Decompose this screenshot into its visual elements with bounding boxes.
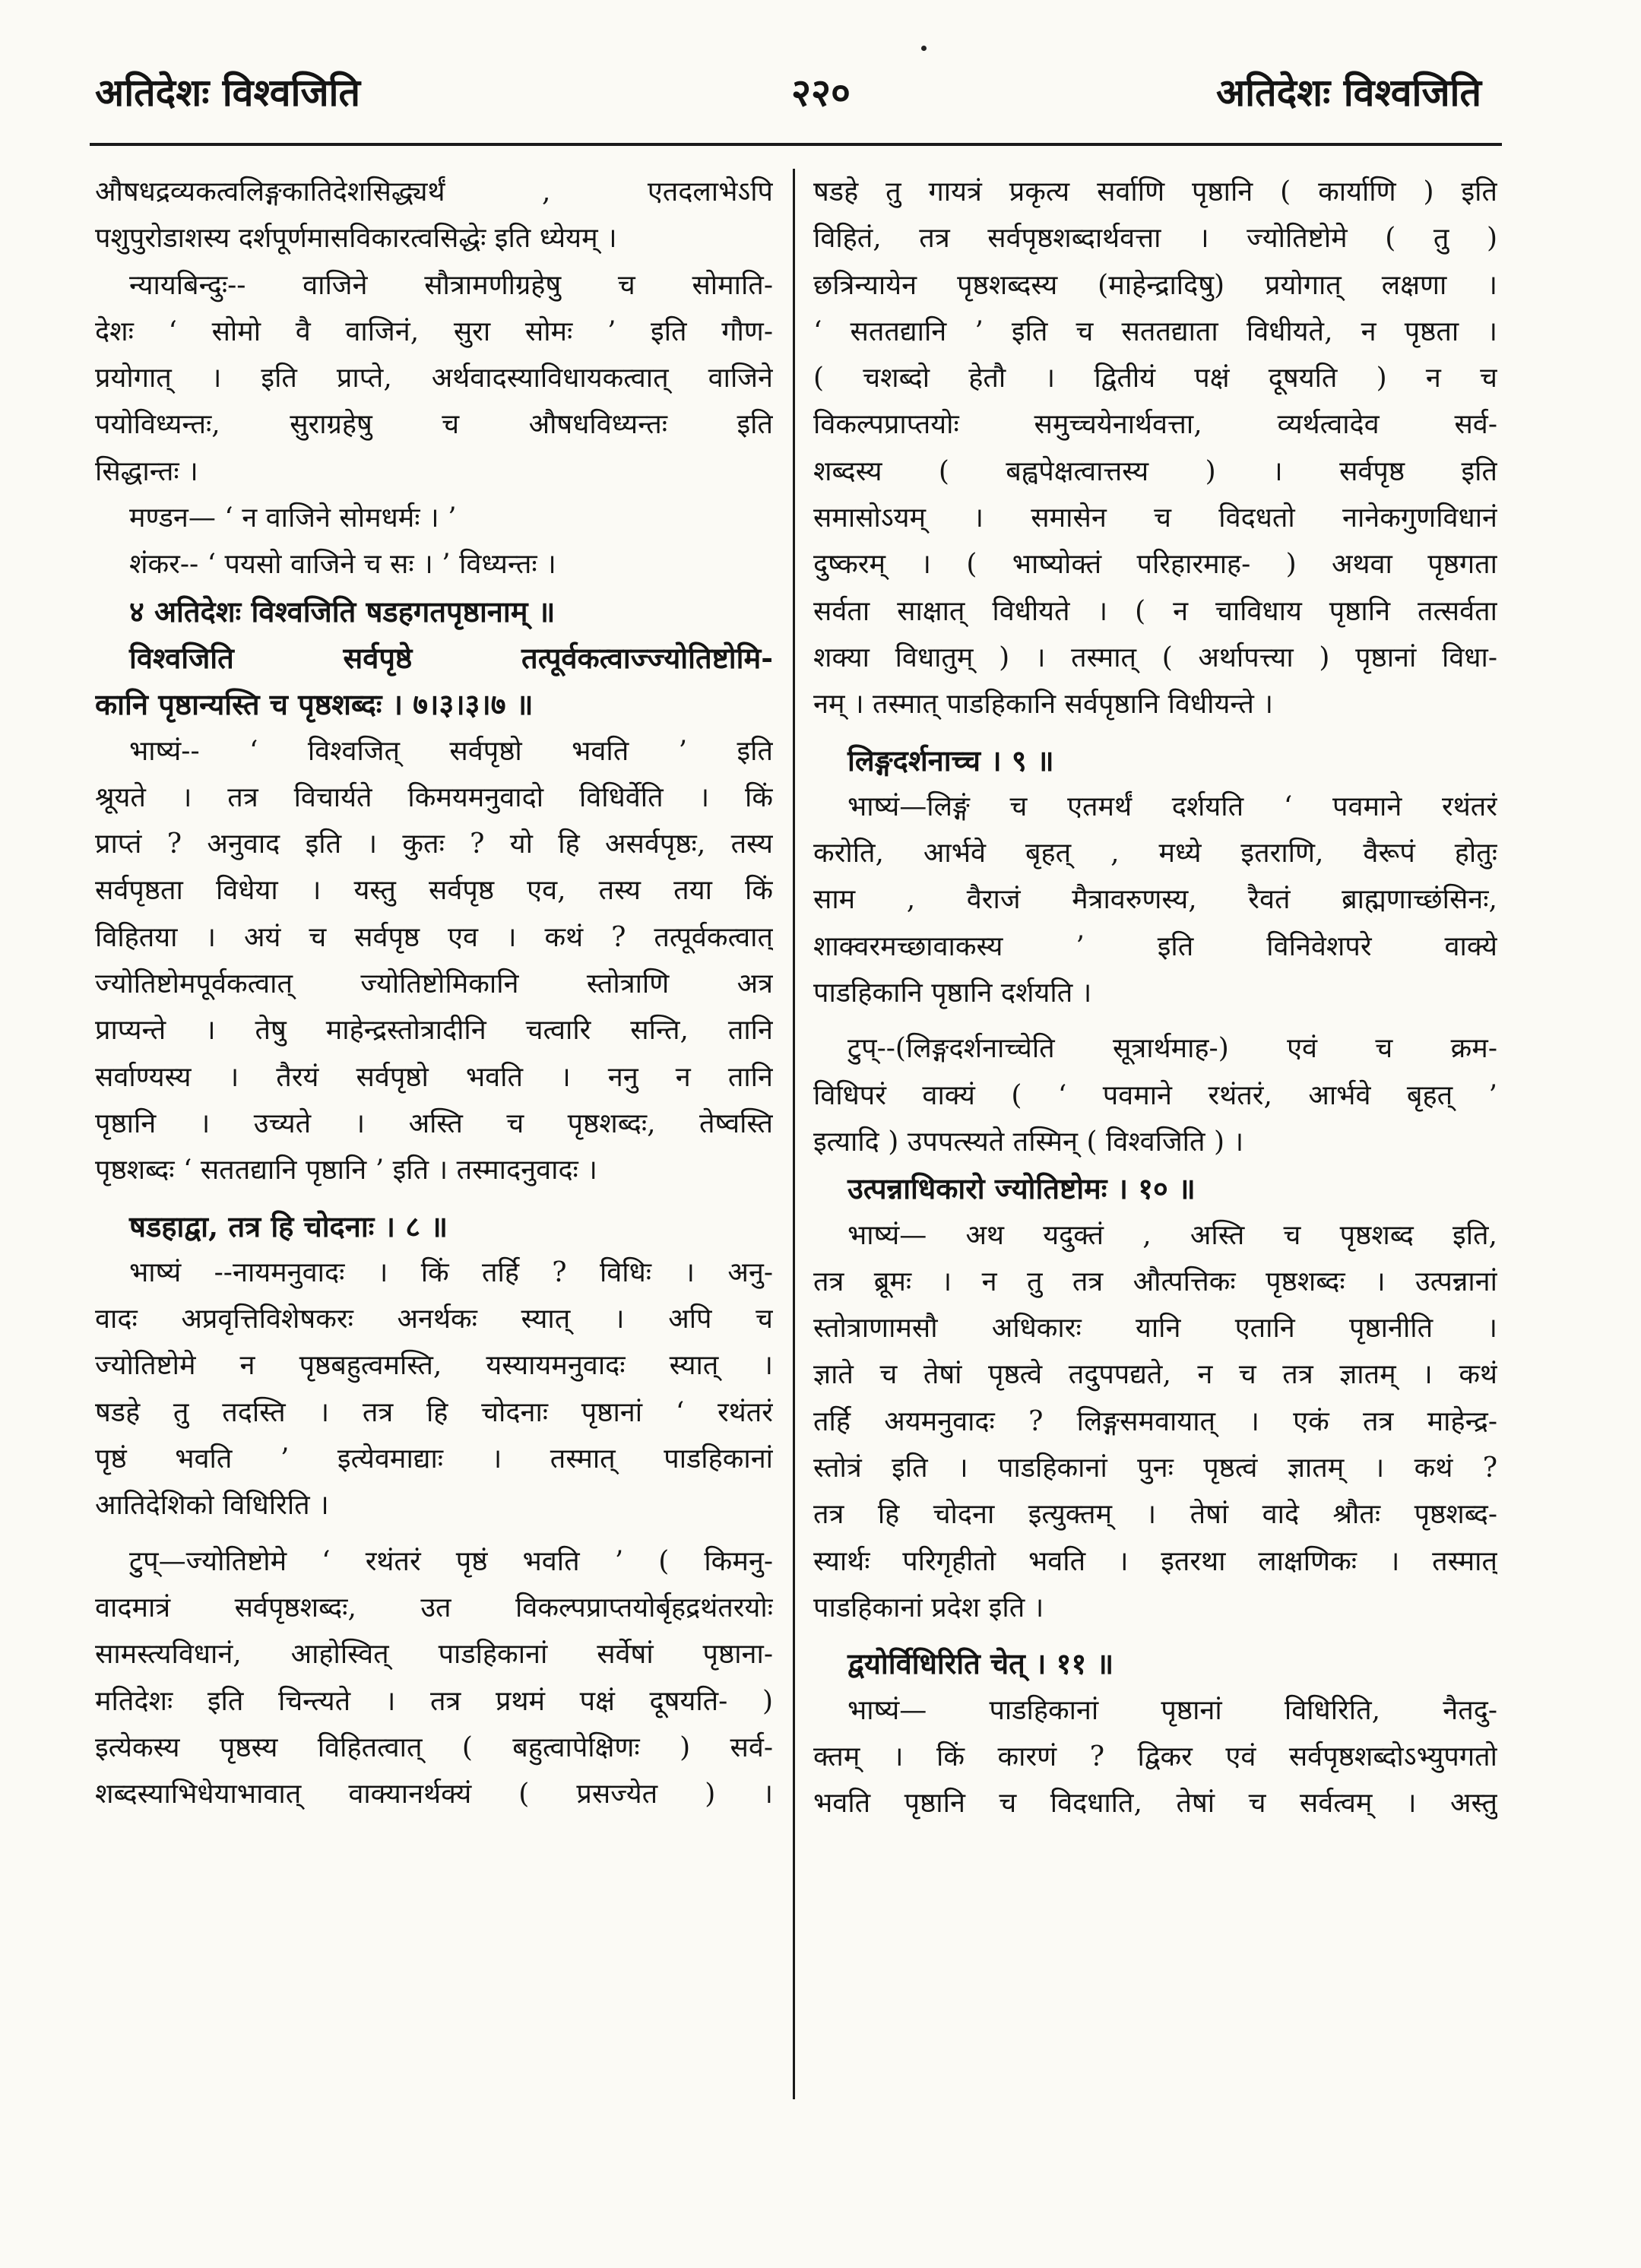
text-line: पयोविध्यन्तः, सुराग्रहेषु च औषधविध्यन्तः इति — [95, 409, 773, 441]
text-line: प्रयोगात् । इति प्राप्ते, अर्थवादस्याविधायकत्वात् वाजिने — [95, 363, 773, 394]
text-line: सर्वपृष्ठता विधेया । यस्तु सर्वपृष्ठ एव, तस्य तया किं — [95, 875, 773, 907]
text-line: द्वयोर्विधिरिति चेत् । ११ ॥ — [847, 1646, 1114, 1681]
text-line: विहितया । अयं च सर्वपृष्ठ एव । कथं ? तत्पूर्वकत्वात् — [95, 921, 773, 953]
text-line: पृष्ठं भवति ’ इत्येवमाद्याः । तस्मात् पाडहिकानां — [95, 1443, 773, 1475]
text-line: छत्रिन्यायेन पृष्ठशब्दस्य (माहेन्द्रादिषु) प्रयोगात् लक्षणा । — [813, 269, 1497, 301]
text-line: सामस्त्यविधानं, आहोस्वित् पाडहिकानां सर्वेषां पृष्ठाना- — [95, 1639, 773, 1671]
text-line: प्राप्तं ? अनुवाद इति । कुतः ? यो हि असर्वपृष्ठः, तस्य — [95, 828, 773, 860]
text-line: मण्डन— ‘ न वाजिने सोमधर्मः । ’ — [129, 502, 457, 534]
text-line: लिङ्गदर्शनाच्च । ९ ॥ — [847, 743, 1054, 778]
column-divider — [793, 169, 795, 2099]
text-line: पाडहिकानां प्रदेश इति । — [813, 1592, 1044, 1623]
left-column — [95, 169, 773, 1817]
text-line: पृष्ठानि । उच्यते । अस्ति च पृष्ठशब्दः, तेष्वस्ति — [95, 1107, 773, 1139]
text-line: ( चशब्दो हेतौ । द्वितीयं पक्षं दूषयति ) न च — [813, 363, 1497, 394]
text-line: टुप्—ज्योतिष्टोमे ‘ रथंतरं पृष्ठं भवति ’ ( किमनु- — [129, 1545, 773, 1577]
text-line: न्यायबिन्दुः-- वाजिने सौत्रामणीग्रहेषु च सोमाति- — [129, 269, 773, 301]
text-line: कानि पृष्ठान्यस्ति च पृष्ठशब्दः । ७।३।३।७ ॥ — [95, 687, 534, 722]
text-line: तत्र ब्रूमः । न तु तत्र औत्पत्तिकः पृष्ठशब्दः । उत्पन्नानां — [813, 1265, 1497, 1297]
text-line: विकल्पप्राप्तयोः समुच्चयेनार्थवत्ता, व्यर्थत्वादेव सर्व- — [813, 409, 1497, 441]
text-line: दुष्करम् । ( भाष्योक्तं परिहारमाह- ) अथवा पृष्ठगता — [813, 549, 1497, 581]
text-line: समासोऽयम् । समासेन च विदधतो नानेकगुणविधानं — [813, 502, 1497, 534]
text-line: भाष्यं— अथ यदुक्तं , अस्ति च पृष्ठशब्द इति, — [847, 1219, 1497, 1251]
text-line: षडहे तु गायत्रं प्रकृत्य सर्वाणि पृष्ठानि ( कार्याणि ) इति — [813, 176, 1497, 207]
text-line: भाष्यं --नायमनुवादः । किं तर्हि ? विधिः । अनु- — [129, 1256, 773, 1288]
text-line: देशः ‘ सोमो वै वाजिनं, सुरा सोमः ’ इति गौण- — [95, 315, 773, 347]
text-line: शंकर-- ‘ पयसो वाजिने च सः । ’ विध्यन्तः । — [129, 549, 556, 581]
running-header-left: अतिदेशः विश्वजिति — [95, 70, 361, 115]
text-line: टुप्--(लिङ्गदर्शनाच्चेति सूत्रार्थमाह-) एवं च क्रम- — [847, 1033, 1497, 1065]
text-line: प्राप्यन्ते । तेषु माहेन्द्रस्तोत्रादीनि चत्वारि सन्ति, तानि — [95, 1015, 773, 1047]
text-line: श्रूयते । तत्र विचार्यते किमयमनुवादो विधिर्वेति । किं — [95, 781, 773, 813]
text-line: ‘ सततद्यानि ’ इति च सततद्याता विधीयते, न पृष्ठता । — [813, 315, 1497, 347]
text-line: शब्दस्याभिधेयाभावात् वाक्यानर्थक्यं ( प्रसज्येत ) । — [95, 1779, 773, 1810]
text-line: विश्वजिति सर्वपृष्ठे तत्पूर्वकत्वाज्ज्योतिष्टोमि- — [129, 640, 773, 675]
header-rule — [90, 143, 1502, 146]
right-column — [813, 169, 1497, 1826]
text-line: भाष्यं— पाडहिकानां पृष्ठानां विधिरिति, नैतदु- — [847, 1694, 1497, 1726]
text-line: इत्येकस्य पृष्ठस्य विहितत्वात् ( बहुत्वापेक्षिणः ) सर्व- — [95, 1731, 773, 1763]
text-line: स्यार्थः परिगृहीतो भवति । इतरथा लाक्षणिकः । तस्मात् — [813, 1545, 1497, 1577]
text-line: पशुपुरोडाशस्य दर्शपूर्णमासविकारत्वसिद्धेः इति ध्येयम् । — [95, 223, 617, 255]
text-line: षडहे तु तदस्ति । तत्र हि चोदनाः पृष्ठानां ‘ रथंतरं — [95, 1396, 773, 1428]
text-line: विहितं, तत्र सर्वपृष्ठशब्दार्थवत्ता । ज्योतिष्टोमे ( तु ) — [813, 223, 1497, 255]
text-line: इत्यादि ) उपपत्स्यते तस्मिन् ( विश्वजिति ) । — [813, 1126, 1244, 1158]
text-line: साम , वैराजं मैत्रावरुणस्य, रैवतं ब्राह्मणाच्छंसिनः, — [813, 884, 1497, 916]
text-line: स्तोत्राणामसौ अधिकारः यानि एतानि पृष्ठानीति । — [813, 1313, 1497, 1345]
text-line: शाक्वरमच्छावाकस्य ’ इति विनिवेशपरे वाक्ये — [813, 930, 1497, 962]
text-line: ज्ञाते च तेषां पृष्ठत्वे तदुपपद्यते, न च तत्र ज्ञातम् । कथं — [813, 1359, 1497, 1391]
text-line: करोति, आर्भवे बृहत् , मध्ये इतराणि, वैरूपं होतुः — [813, 838, 1497, 870]
text-line: वादमात्रं सर्वपृष्ठशब्दः, उत विकल्पप्राप्तयोर्बृहद्रथंतरयोः — [95, 1592, 773, 1623]
text-line: ४ अतिदेशः विश्वजिति षडहगतपृष्ठानाम् ॥ — [129, 594, 556, 629]
text-line: ज्योतिष्टोमे न पृष्ठबहुत्वमस्ति, यस्यायमनुवादः स्यात् । — [95, 1350, 773, 1382]
running-header-right: अतिदेशः विश्वजिति — [1215, 70, 1481, 115]
text-line: ज्योतिष्टोमपूर्वकत्वात् ज्योतिष्टोमिकानि स्तोत्राणि अत्र — [95, 968, 773, 1000]
text-line: आतिदेशिको विधिरिति । — [95, 1490, 329, 1522]
text-line: विधिपरं वाक्यं ( ‘ पवमाने रथंतरं, आर्भवे बृहत् ’ — [813, 1079, 1497, 1111]
text-line: पृष्ठशब्दः ‘ सततद्यानि पृष्ठानि ’ इति । तस्मादनुवादः । — [95, 1155, 597, 1186]
text-line: पाडहिकानि पृष्ठानि दर्शयति । — [813, 977, 1092, 1009]
text-line: सर्वता साक्षात् विधीयते । ( न चाविधाय पृष्ठानि तत्सर्वता — [813, 595, 1497, 627]
text-line: भाष्यं—लिङ्गं च एतमर्थं दर्शयति ‘ पवमाने रथंतरं — [847, 790, 1497, 822]
text-line: नम् । तस्मात् पाडहिकानि सर्वपृष्ठानि विधीयन्ते । — [813, 689, 1274, 721]
text-line: क्तम् । किं कारणं ? द्विकर एवं सर्वपृष्ठशब्दोऽभ्युपगतो — [813, 1741, 1497, 1772]
text-line: सिद्धान्तः । — [95, 455, 198, 487]
text-line: शब्दस्य ( बह्वपेक्षत्वात्तस्य ) । सर्वपृष्ठ इति — [813, 455, 1497, 487]
page-number: २२० — [791, 70, 851, 115]
text-line: तत्र हि चोदना इत्युक्तम् । तेषां वादे श्रौतः पृष्ठशब्द- — [813, 1499, 1497, 1531]
text-line: भाष्यं-- ‘ विश्वजित् सर्वपृष्ठो भवति ’ इति — [129, 735, 773, 767]
text-line: भवति पृष्ठानि च विदधाति, तेषां च सर्वत्वम् । अस्तु — [813, 1788, 1497, 1820]
text-line: सर्वाण्यस्य । तैरयं सर्वपृष्ठो भवति । ननु न तानि — [95, 1061, 773, 1093]
text-line: षडहाद्वा, तत्र हि चोदनाः । ८ ॥ — [129, 1208, 448, 1243]
text-line: उत्पन्नाधिकारो ज्योतिष्टोमः । १० ॥ — [847, 1171, 1196, 1206]
text-line: मतिदेशः इति चिन्त्यते । तत्र प्रथमं पक्षं दूषयति- ) — [95, 1685, 773, 1717]
ink-speck — [921, 46, 927, 51]
text-line: औषधद्रव्यकत्वलिङ्गकातिदेशसिद्ध्यर्थं , एतदलाभेऽपि — [95, 176, 773, 207]
text-line: शक्या विधातुम् ) । तस्मात् ( अर्थापत्त्या ) पृष्ठानां विधा- — [813, 641, 1497, 673]
text-line: स्तोत्रं इति । पाडहिकानां पुनः पृष्ठत्वं ज्ञातम् । कथं ? — [813, 1452, 1497, 1484]
text-line: तर्हि अयमनुवादः ? लिङ्गसमवायात् । एकं तत्र माहेन्द्र- — [813, 1405, 1497, 1437]
text-line: वादः अप्रवृत्तिविशेषकरः अनर्थकः स्यात् । अपि च — [95, 1303, 773, 1335]
